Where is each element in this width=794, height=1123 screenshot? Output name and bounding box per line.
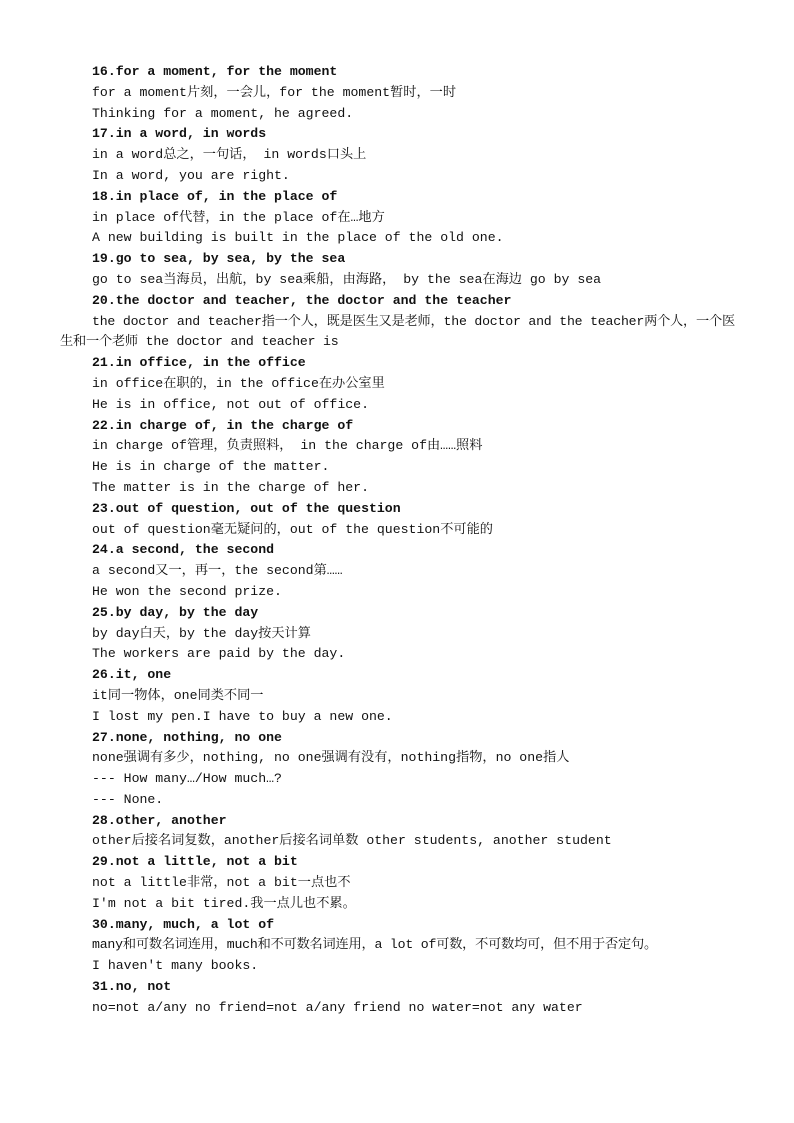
entry-text: I lost my pen.I have to buy a new one. xyxy=(92,708,393,724)
entry-heading: 18.in place of, in the place of xyxy=(92,188,338,204)
entry-heading: 21.in office, in the office xyxy=(92,355,306,371)
entry-heading: 29.not a little, not a bit xyxy=(92,854,298,870)
entry-text: --- How many…/How much…? xyxy=(92,771,282,787)
entry-heading: 26.it, one xyxy=(92,667,172,683)
document-page xyxy=(60,62,740,1019)
entry-heading: 19.go to sea, by sea, by the sea xyxy=(92,251,346,267)
entry-text: The matter is in the charge of her. xyxy=(92,479,369,495)
entry-text: go to sea当海员，出航，by sea乘船，由海路， by the sea在海边 go by sea xyxy=(92,271,602,287)
entry-heading: 31.no, not xyxy=(92,979,172,995)
entry-text: He won the second prize. xyxy=(92,583,282,599)
entry-heading: 20.the doctor and teacher, the doctor and the teacher xyxy=(92,292,512,308)
entry-text: other后接名词复数，another后接名词单数 other students, another student xyxy=(92,833,612,849)
entry-heading: 23.out of question, out of the question xyxy=(92,500,401,516)
entry-text: I'm not a bit tired.我一点儿也不累。 xyxy=(92,895,356,911)
entry-text: no=not a/any no friend=not a/any friend no water=not any water xyxy=(92,999,583,1015)
entry-text: in place of代替，in the place of在…地方 xyxy=(92,209,385,225)
entry-text: the doctor and teacher指一个人，既是医生又是老师，the doctor and the teacher两个人，一个医生和一个老师 the doctor and teacher is xyxy=(60,313,735,350)
entry-text: In a word, you are right. xyxy=(92,167,290,183)
entry-heading: 16.for a moment, for the moment xyxy=(92,64,338,79)
entry-text: The workers are paid by the day. xyxy=(92,646,346,662)
entry-heading: 24.a second, the second xyxy=(92,542,275,558)
entry-heading: 27.none, nothing, no one xyxy=(92,729,282,745)
entry-text: out of question毫无疑问的，out of the question不可能的 xyxy=(92,521,493,537)
entry-heading: 25.by day, by the day xyxy=(92,604,259,620)
entry-text: in office在职的，in the office在办公室里 xyxy=(92,375,385,391)
entry-text: by day白天，by the day按天计算 xyxy=(92,625,311,641)
entry-text: a second又一，再一，the second第…… xyxy=(92,563,343,579)
entry-text: I haven't many books. xyxy=(92,958,259,974)
entry-text: A new building is built in the place of the old one. xyxy=(92,230,504,246)
entry-text: in charge of管理，负责照料， in the charge of由……照料 xyxy=(92,438,483,454)
entry-text: --- None. xyxy=(92,791,164,807)
entry-text: not a little非常，not a bit一点也不 xyxy=(92,875,351,891)
entry-text: none强调有多少，nothing, no one强调有没有，nothing指物，no one指人 xyxy=(92,750,570,766)
entry-text: many和可数名词连用，much和不可数名词连用，a lot of可数，不可数均可，但不用于否定句。 xyxy=(92,937,657,953)
entry-heading: 30.many, much, a lot of xyxy=(92,916,275,932)
entry-text: for a moment片刻，一会儿，for the moment暂时，一时 xyxy=(92,84,457,100)
entry-text: He is in office, not out of office. xyxy=(92,396,369,412)
entry-heading: 17.in a word, in words xyxy=(92,126,267,142)
entry-text: Thinking for a moment, he agreed. xyxy=(92,105,354,121)
entry-text: it同一物体，one同类不同一 xyxy=(92,687,264,703)
entry-text: He is in charge of the matter. xyxy=(92,459,330,475)
entry-text: in a word总之，一句话， in words口头上 xyxy=(92,147,367,163)
entry-heading: 22.in charge of, in the charge of xyxy=(92,417,354,433)
entry-heading: 28.other, another xyxy=(92,812,227,828)
